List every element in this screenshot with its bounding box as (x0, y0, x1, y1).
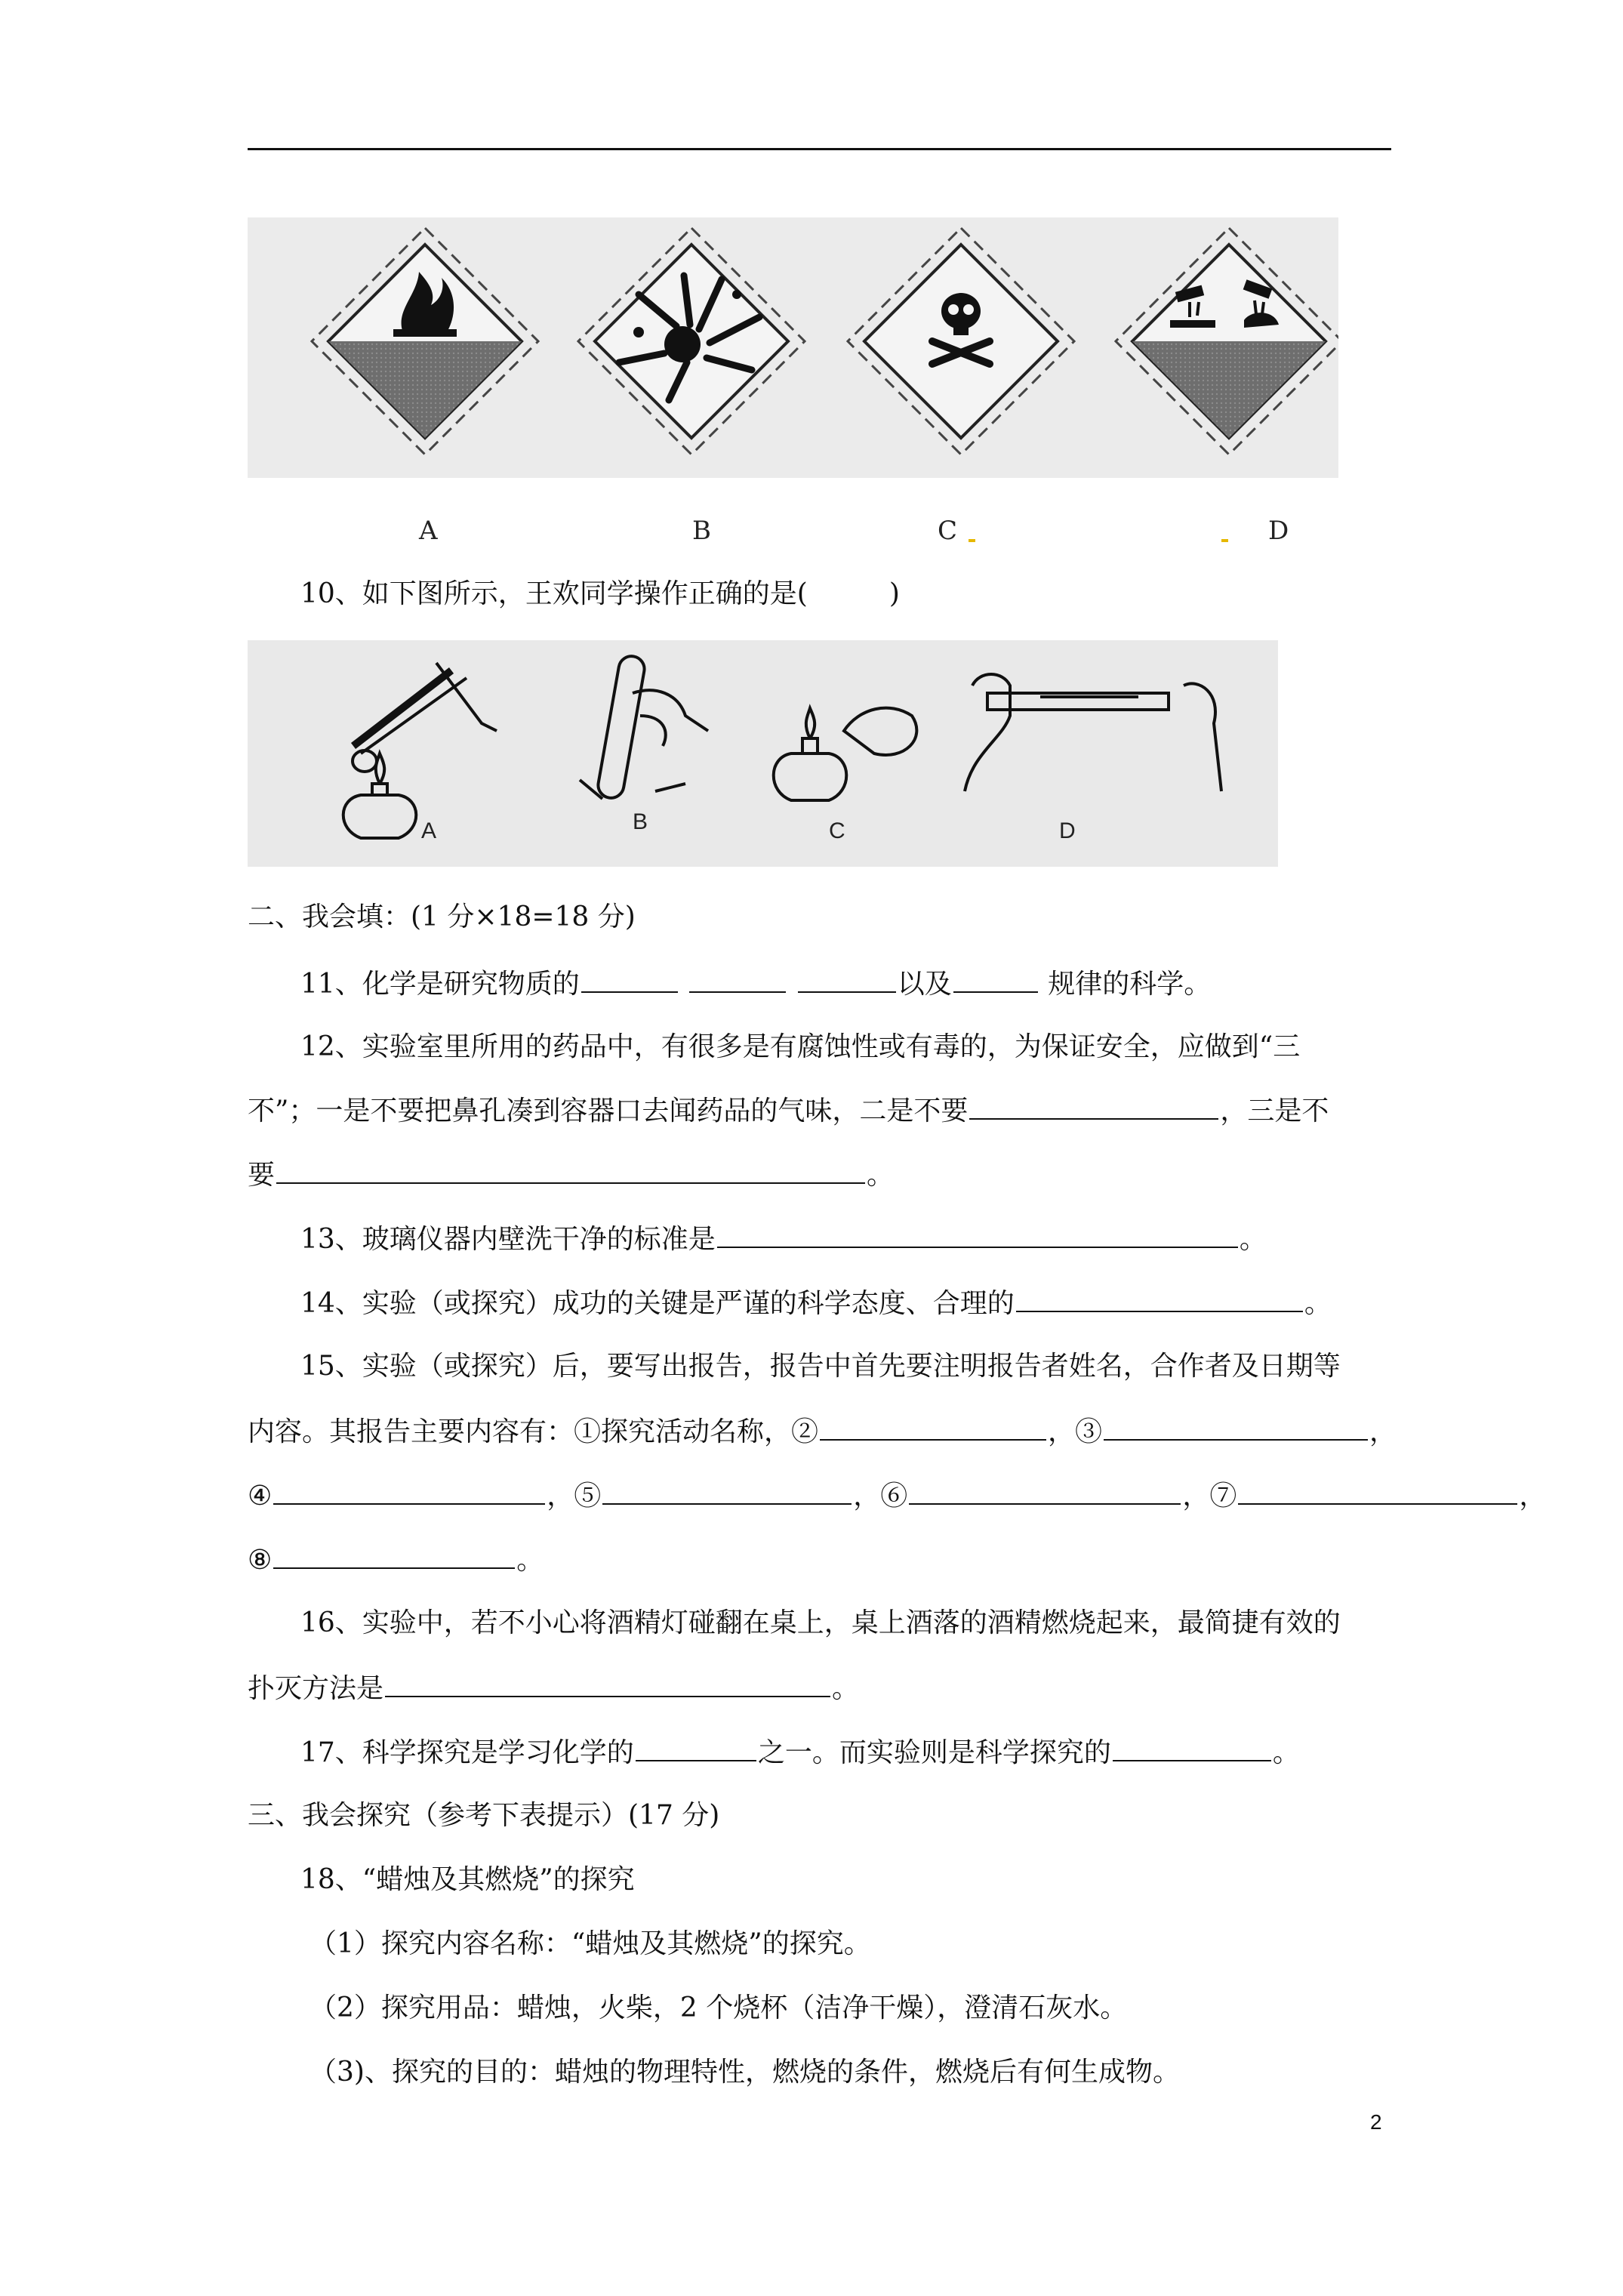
hazard-signs-figure (248, 217, 1338, 478)
q16-line1: 16、实验中，若不小心将酒精灯碰翻在桌上，桌上酒落的酒精燃烧起来，最简捷有效的 (300, 1607, 1341, 1638)
q18-item-1: （1）探究内容名称：“蜡烛及其燃烧”的探究。 (310, 1928, 871, 1959)
page-number: 2 (1370, 2110, 1382, 2134)
q18-item-3: （3)、探究的目的：蜡烛的物理特性，燃烧的条件，燃烧后有何生成物。 (310, 2057, 1180, 2088)
answer-blank[interactable] (969, 1091, 1218, 1120)
lab-operations-figure (248, 640, 1278, 867)
answer-blank[interactable] (636, 1733, 756, 1761)
answer-blank[interactable] (385, 1669, 830, 1697)
option-label-c: C (938, 516, 958, 546)
explosive-sign-icon (578, 228, 805, 455)
answer-blank[interactable] (820, 1412, 1046, 1441)
toxic-sign-icon (848, 228, 1074, 455)
answer-blank[interactable] (798, 964, 896, 993)
answer-blank[interactable] (276, 1155, 865, 1184)
q15-line1: 15、实验（或探究）后，要写出报告，报告中首先要注明报告者姓名，合作者及日期等 (300, 1351, 1341, 1382)
lighting-lamp-icon (774, 708, 917, 800)
answer-blank[interactable] (953, 964, 1038, 993)
option-label-b: B (692, 516, 711, 546)
holding-tube-hands-icon (965, 674, 1221, 791)
header-rule (248, 148, 1391, 150)
answer-blank[interactable] (273, 1540, 515, 1569)
fig-label-c: C (829, 818, 845, 843)
fig-label-d: D (1059, 818, 1076, 843)
answer-blank[interactable] (1238, 1476, 1517, 1505)
option-label-a: A (419, 516, 438, 546)
q12-line1: 12、实验室里所用的药品中，有很多是有腐蚀性或有毒的，为保证安全，应做到“三 (300, 1031, 1301, 1062)
answer-blank[interactable] (909, 1476, 1181, 1505)
answer-blank[interactable] (602, 1476, 852, 1505)
answer-blank[interactable] (1113, 1733, 1271, 1761)
fig-label-b: B (633, 809, 648, 834)
answer-blank[interactable] (581, 964, 678, 993)
shaking-test-tube-icon (580, 654, 708, 800)
q11: 11、化学是研究物质的 以及 规律的科学。 (0, 964, 1623, 1003)
section3-heading: 三、我会探究（参考下表提示）(17 分) (248, 1800, 720, 1831)
stray-mark (1221, 539, 1228, 542)
q12-line3: 要 。 (0, 1155, 1623, 1194)
q15-line3: ④ ，⑤ ，⑥ ，⑦ ， (0, 1476, 1623, 1515)
answer-blank[interactable] (1016, 1284, 1303, 1312)
flammable-sign-icon (312, 228, 538, 455)
answer-blank[interactable] (689, 964, 786, 993)
q10-stem: 10、如下图所示，王欢同学操作正确的是( ) (300, 578, 900, 609)
answer-blank[interactable] (1104, 1412, 1368, 1441)
corrosive-sign-icon (1116, 228, 1338, 455)
q17: 17、科学探究是学习化学的 之一。而实验则是科学探究的 。 (0, 1733, 1623, 1772)
section2-heading: 二、我会填：(1 分×18=18 分) (248, 901, 636, 932)
alcohol-lamp-heating-icon (343, 663, 497, 838)
fig-label-a: A (421, 818, 437, 843)
q15-line4: ⑧ 。 (0, 1540, 1623, 1579)
answer-blank[interactable] (717, 1219, 1238, 1248)
q18-title: 18、“蜡烛及其燃烧”的探究 (300, 1864, 635, 1895)
q16-line2: 扑灭方法是 。 (0, 1669, 1623, 1708)
q13: 13、玻璃仪器内壁洗干净的标准是 。 (0, 1219, 1623, 1259)
q14: 14、实验（或探究）成功的关键是严谨的科学态度、合理的 。 (0, 1284, 1623, 1323)
q12-line2: 不”；一是不要把鼻孔凑到容器口去闻药品的气味，二是不要 ，三是不 (0, 1091, 1623, 1130)
answer-blank[interactable] (273, 1476, 545, 1505)
q15-line2: 内容。其报告主要内容有：①探究活动名称，② ，③ ， (0, 1412, 1623, 1451)
q18-item-2: （2）探究用品：蜡烛，火柴，2 个烧杯（洁净干燥），澄清石灰水。 (310, 1992, 1128, 2023)
option-label-d: D (1268, 516, 1289, 546)
stray-mark (969, 539, 975, 542)
